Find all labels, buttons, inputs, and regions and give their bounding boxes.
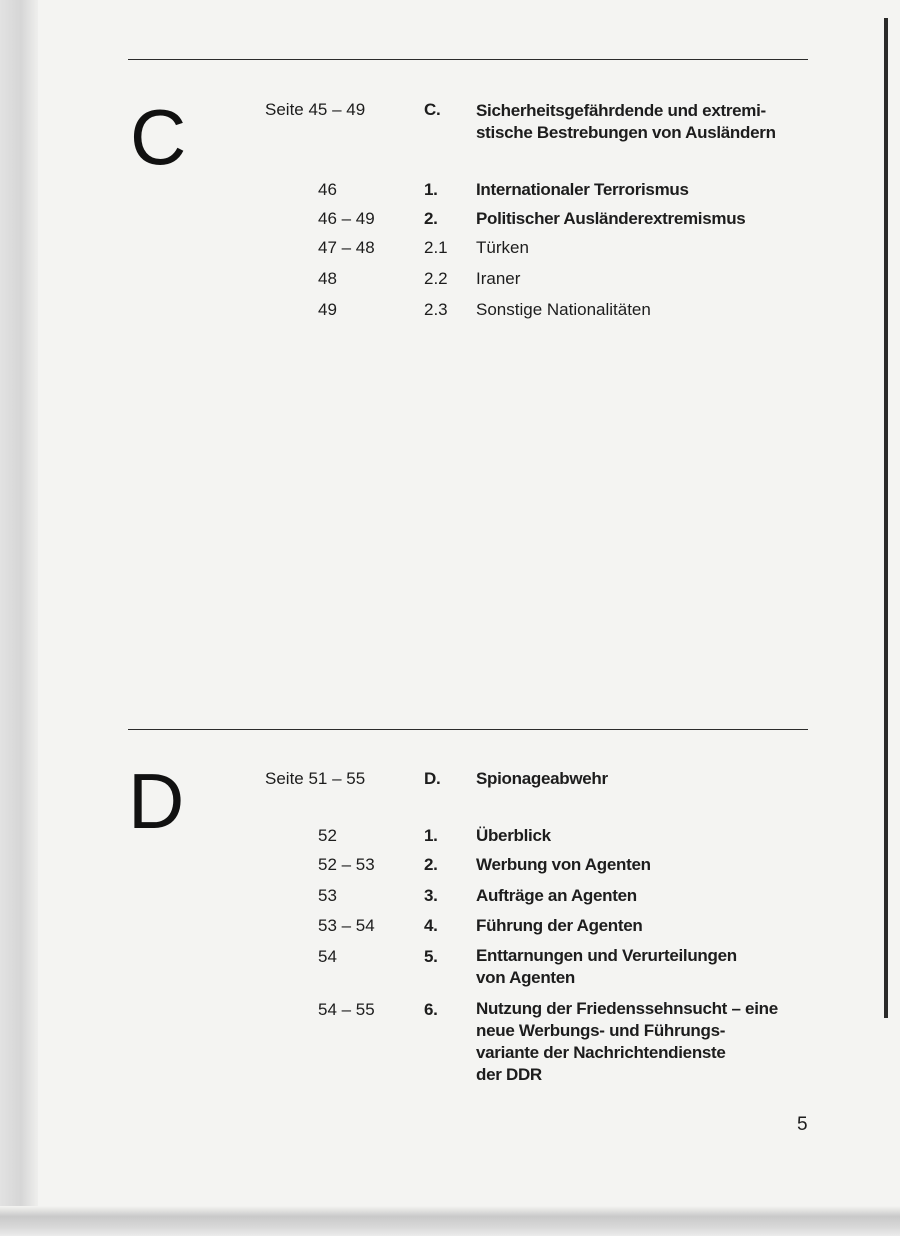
toc-entry-number: 2.3: [424, 300, 448, 319]
page-right-edge: [884, 18, 888, 1018]
toc-entry-title: Überblick: [476, 826, 551, 845]
toc-entry-title: [476, 998, 778, 1086]
section-c-heading-line-1: Sicherheitsgefährdende und extremi-: [476, 101, 766, 120]
toc-entry-title-line: von Agenten: [476, 968, 576, 987]
toc-entry-number: 2.: [424, 855, 438, 874]
section-c-top-rule: [128, 59, 808, 60]
toc-entry-pages: 54: [318, 947, 337, 966]
toc-entry-pages: 54 – 55: [318, 1000, 375, 1019]
section-c-page-range: Seite 45 – 49: [265, 100, 366, 119]
toc-entry-title-line: Nutzung der Friedenssehnsucht – eine: [476, 999, 778, 1018]
page-binding-shadow: [0, 0, 38, 1236]
toc-entry-title-line: Enttarnungen und Verurteilungen: [476, 946, 737, 965]
section-d-page-range: Seite 51 – 55: [265, 769, 366, 788]
section-d-number: D.: [424, 769, 441, 788]
scan-bottom-edge: [0, 1206, 900, 1236]
toc-entry-number: 6.: [424, 1000, 438, 1019]
toc-entry-title: Politischer Ausländerextremismus: [476, 209, 746, 228]
toc-entry-number: 5.: [424, 947, 438, 966]
toc-entry-number: 2.2: [424, 269, 448, 288]
section-c-letter: C: [130, 93, 187, 181]
toc-entry-number: 2.: [424, 209, 438, 228]
toc-entry-pages: 52 – 53: [318, 855, 375, 874]
toc-entry-title: Sonstige Nationalitäten: [476, 300, 651, 319]
toc-entry-number: 3.: [424, 886, 438, 905]
toc-entry-title: Türken: [476, 238, 529, 257]
toc-entry-pages: 47 – 48: [318, 238, 375, 257]
toc-entry-title-line: neue Werbungs- und Führungs-: [476, 1021, 726, 1040]
toc-entry-pages: 46: [318, 180, 337, 199]
section-d-top-rule: [128, 729, 808, 730]
toc-entry-title-line: der DDR: [476, 1065, 542, 1084]
section-d-heading: Spionageabwehr: [476, 769, 608, 788]
toc-entry-pages: 52: [318, 826, 337, 845]
toc-entry-pages: 48: [318, 269, 337, 288]
toc-entry-title: Internationaler Terrorismus: [476, 180, 689, 199]
toc-entry-title-line: variante der Nachrichtendienste: [476, 1043, 726, 1062]
toc-entry-title: Werbung von Agenten: [476, 855, 651, 874]
toc-entry-pages: 46 – 49: [318, 209, 375, 228]
section-c-number: C.: [424, 100, 441, 119]
toc-entry-number: 1.: [424, 826, 438, 845]
page-number: 5: [797, 1114, 808, 1135]
toc-entry-title: Führung der Agenten: [476, 916, 643, 935]
toc-entry-number: 4.: [424, 916, 438, 935]
section-c-heading-line-2: stische Bestrebungen von Ausländern: [476, 123, 776, 142]
toc-entry-number: 2.1: [424, 238, 448, 257]
section-d-letter: D: [128, 757, 185, 845]
section-c-heading: [476, 100, 776, 144]
toc-entry-number: 1.: [424, 180, 438, 199]
toc-entry-pages: 53 – 54: [318, 916, 375, 935]
toc-entry-title: [476, 945, 737, 989]
toc-entry-pages: 53: [318, 886, 337, 905]
toc-entry-pages: 49: [318, 300, 337, 319]
toc-entry-title: Aufträge an Agenten: [476, 886, 637, 905]
toc-entry-title: Iraner: [476, 269, 521, 288]
